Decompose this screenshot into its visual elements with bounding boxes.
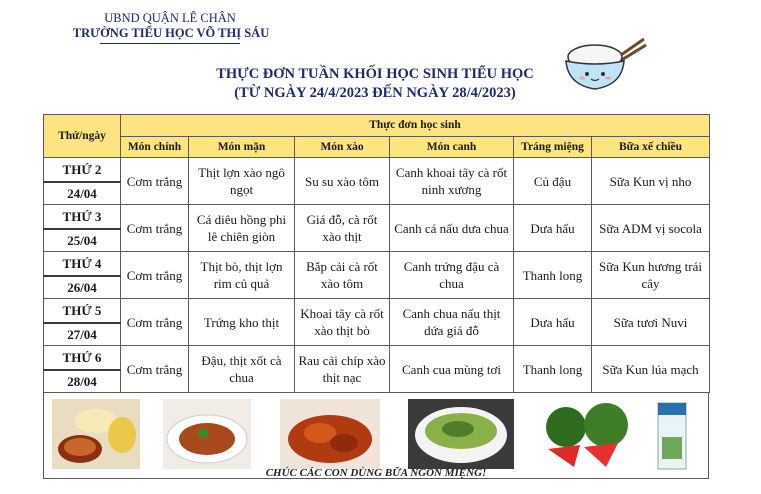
- table-row: [44, 346, 710, 370]
- soup-cell: Canh trứng đậu cà chua: [390, 252, 514, 299]
- menu-title: THỰC ĐƠN TUẦN KHỐI HỌC SINH TIỂU HỌC: [216, 66, 534, 82]
- stir-fry-cell: Bắp cải cà rốt xào tôm: [295, 252, 390, 299]
- rice-and-egg-photo: [52, 399, 140, 469]
- header-afternoon-snack: Bữa xế chiều: [592, 137, 710, 158]
- soup-cell: Canh chua nấu thịt dứa giá đỗ: [390, 299, 514, 346]
- savory-dish-cell: Thịt lợn xào ngô ngọt: [189, 158, 295, 205]
- dessert-cell: Củ đậu: [514, 158, 592, 205]
- header-savory-dish: Món mặn: [189, 137, 295, 158]
- stir-fry-cell: Rau cải chíp xào thịt nạc: [295, 346, 390, 393]
- table-row: [44, 205, 710, 229]
- stir-fry-cell: Su su xào tôm: [295, 158, 390, 205]
- milk-carton-photo: [656, 397, 688, 471]
- date-label: 28/04: [44, 370, 121, 393]
- stir-fry-cell: Giá đỗ, cà rốt xào thịt: [295, 205, 390, 252]
- main-dish-cell: Cơm trắng: [121, 158, 189, 205]
- footer-message: CHÚC CÁC CON DÙNG BỮA NGON MIỆNG!: [265, 467, 487, 479]
- stir-fry-cell: Khoai tây cà rốt xào thịt bò: [295, 299, 390, 346]
- rice-bowl-icon: [560, 35, 650, 95]
- header-student-menu: Thực đơn học sinh: [121, 115, 710, 137]
- day-label: THỨ 5: [44, 299, 121, 323]
- date-label: 27/04: [44, 323, 121, 346]
- table-row: [44, 158, 710, 182]
- savory-dish-cell: Trứng kho thịt: [189, 299, 295, 346]
- soup-cell: Canh cua mùng tơi: [390, 346, 514, 393]
- dessert-cell: Dưa hấu: [514, 205, 592, 252]
- dessert-cell: Thanh long: [514, 252, 592, 299]
- weekly-menu-table: [43, 114, 710, 393]
- header-dessert: Tráng miệng: [514, 137, 592, 158]
- header-soup: Món canh: [390, 137, 514, 158]
- afternoon-snack-cell: Sữa Kun vị nho: [592, 158, 710, 205]
- school-underline: [100, 43, 240, 44]
- afternoon-snack-cell: Sữa tươi Nuvi: [592, 299, 710, 346]
- day-label: THỨ 4: [44, 252, 121, 276]
- soup-cell: Canh cá nấu dưa chua: [390, 205, 514, 252]
- day-label: THỨ 2: [44, 158, 121, 182]
- savory-dish-cell: Cá diêu hồng phi lê chiên giòn: [189, 205, 295, 252]
- day-label: THỨ 6: [44, 346, 121, 370]
- main-dish-cell: Cơm trắng: [121, 252, 189, 299]
- braised-dish-photo: [163, 399, 251, 469]
- afternoon-snack-cell: Sữa Kun lúa mạch: [592, 346, 710, 393]
- soup-cell: Canh khoai tây cà rốt ninh xương: [390, 158, 514, 205]
- main-dish-cell: Cơm trắng: [121, 299, 189, 346]
- header-main-dish: Món chính: [121, 137, 189, 158]
- braised-meat-photo: [280, 399, 380, 469]
- table-row: [44, 299, 710, 323]
- main-dish-cell: Cơm trắng: [121, 346, 189, 393]
- dessert-cell: Thanh long: [514, 346, 592, 393]
- header-day: Thứ/ngày: [44, 115, 121, 158]
- header-stir-fry: Món xào: [295, 137, 390, 158]
- menu-date-range: (TỪ NGÀY 24/4/2023 ĐẾN NGÀY 28/4/2023): [234, 85, 516, 101]
- savory-dish-cell: Đậu, thịt xốt cà chua: [189, 346, 295, 393]
- savory-dish-cell: Thịt bò, thịt lợn rim củ quả: [189, 252, 295, 299]
- soup-bowl-photo: [408, 399, 514, 469]
- table-row: [44, 252, 710, 276]
- date-label: 25/04: [44, 229, 121, 252]
- district-name: UBND QUẬN LÊ CHÂN: [104, 11, 236, 25]
- school-name: TRƯỜNG TIỂU HỌC VÕ THỊ SÁU: [72, 26, 270, 40]
- afternoon-snack-cell: Sữa Kun hương trái cây: [592, 252, 710, 299]
- watermelon-photo: [544, 399, 634, 469]
- date-label: 26/04: [44, 276, 121, 299]
- afternoon-snack-cell: Sữa ADM vị socola: [592, 205, 710, 252]
- dessert-cell: Dưa hấu: [514, 299, 592, 346]
- date-label: 24/04: [44, 182, 121, 205]
- main-dish-cell: Cơm trắng: [121, 205, 189, 252]
- day-label: THỨ 3: [44, 205, 121, 229]
